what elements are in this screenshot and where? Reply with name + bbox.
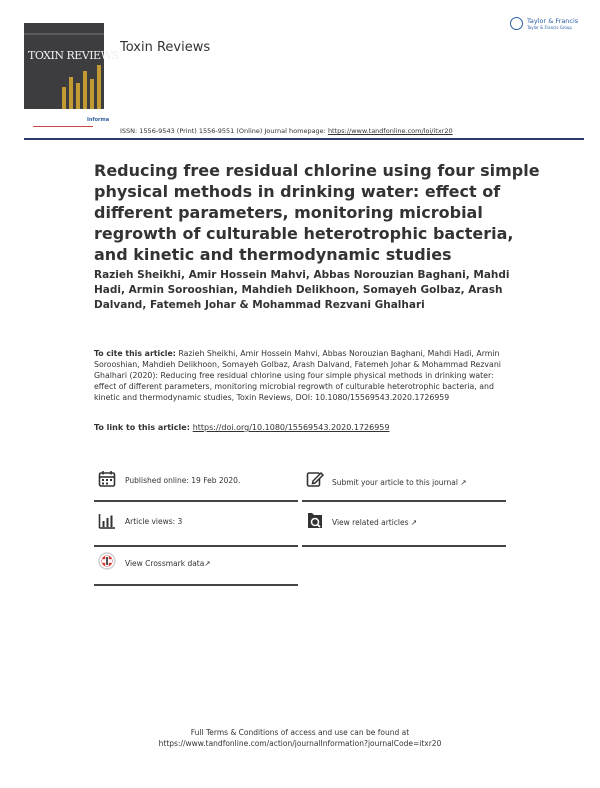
external-link-icon: ↗ xyxy=(204,559,211,568)
related-articles-label: View related articles xyxy=(332,518,409,527)
divider xyxy=(302,500,506,502)
related-search-icon xyxy=(306,512,324,530)
header-rule xyxy=(24,138,584,140)
issn-text: ISSN: 1556-9543 (Print) 1556-9551 (Online) Journal homepage: xyxy=(120,127,328,135)
cover-title: TOXIN REVIEWS xyxy=(28,49,119,62)
cover-bar xyxy=(97,65,101,109)
taylor-francis-logo[interactable] xyxy=(510,17,584,35)
citation xyxy=(94,348,514,403)
published-date: Published online: 19 Feb 2020. xyxy=(125,476,241,485)
submit-article-icon-wrap[interactable] xyxy=(306,470,324,492)
submit-article-label: Submit your article to this journal xyxy=(332,478,458,487)
publisher-line xyxy=(33,126,93,127)
footer-url[interactable]: https://www.tandfonline.com/action/journalInformation?journalCode=itxr20 xyxy=(158,739,442,748)
article-authors: Razieh Sheikhi, Amir Hossein Mahvi, Abbas Norouzian Baghani, Mahdi Hadi, Armin Sorooshian, Mahdieh Delikhoon, Somayeh Golbaz, Arash Dalvand, Fatemeh Johar & Mohammad Rezvani Ghalhari xyxy=(94,269,510,311)
divider xyxy=(94,545,298,547)
views-row xyxy=(98,512,116,534)
journal-cover xyxy=(24,23,119,109)
cover-stripe xyxy=(24,33,104,35)
journal-homepage-link[interactable]: https://www.tandfonline.com/loi/itxr20 xyxy=(327,127,453,135)
published-row xyxy=(98,470,116,492)
edit-icon xyxy=(306,470,324,488)
article-title: Reducing free residual chlorine using four simple physical methods in drinking water: effect of different parameters, monitoring microbial regrowth of culturable heterotrophic bacteria, and kinetic and thermodynamic studies xyxy=(94,161,540,264)
related-articles-link[interactable] xyxy=(332,518,417,527)
crossmark-icon xyxy=(98,552,116,570)
external-link-icon: ↗ xyxy=(410,518,418,527)
crossmark-label: View Crossmark data xyxy=(125,559,205,568)
external-link-icon: ↗ xyxy=(460,478,467,487)
submit-article-link[interactable] xyxy=(332,478,467,487)
journal-name[interactable]: Toxin Reviews xyxy=(120,40,211,55)
citation-label: To cite this article: xyxy=(94,349,176,358)
calendar-icon xyxy=(98,470,116,488)
article-link-row xyxy=(94,423,390,432)
logo-sub: Taylor & Francis Group xyxy=(527,25,572,30)
cover-bar xyxy=(90,79,94,109)
crossmark-icon-wrap[interactable] xyxy=(98,552,116,574)
footer xyxy=(0,727,600,749)
cover-bar xyxy=(76,83,80,109)
article-views: Article views: 3 xyxy=(125,517,183,526)
logo-name: Taylor & Francis xyxy=(527,17,579,25)
divider xyxy=(302,545,506,547)
article-doi-link[interactable]: https://doi.org/10.1080/15569543.2020.1726959 xyxy=(192,423,390,432)
link-label: To link to this article: xyxy=(94,423,193,432)
cover-bar xyxy=(83,71,87,109)
footer-terms: Full Terms & Conditions of access and use can be found at xyxy=(190,728,410,737)
citation-text: Razieh Sheikhi, Amir Hossein Mahvi, Abbas Norouzian Baghani, Mahdi Hadi, Armin Sorooshian, Mahdieh Delikhoon, Somayeh Golbaz, Arash Dalvand, Fatemeh Johar & Mohammad Rezvani Ghalhari (2020): Reducing free residual chlorine using four simple physical methods in drinking water: effect of different parameters, monitoring microbial regrowth of culturable heterotrophic bacteria, and kinetic and thermodynamic studies, Toxin Reviews, DOI: 10.1080/15569543.2020.1726959 xyxy=(94,349,501,402)
cover-bar xyxy=(62,87,66,109)
divider xyxy=(94,584,298,586)
publisher-mark: Informa xyxy=(87,117,110,123)
cover-bar xyxy=(69,77,73,109)
issn-line xyxy=(120,127,453,135)
related-articles-icon-wrap[interactable] xyxy=(306,512,324,534)
bar-chart-icon xyxy=(98,512,116,530)
logo-circle-icon xyxy=(510,17,523,30)
divider xyxy=(94,500,298,502)
crossmark-link[interactable] xyxy=(125,559,211,568)
